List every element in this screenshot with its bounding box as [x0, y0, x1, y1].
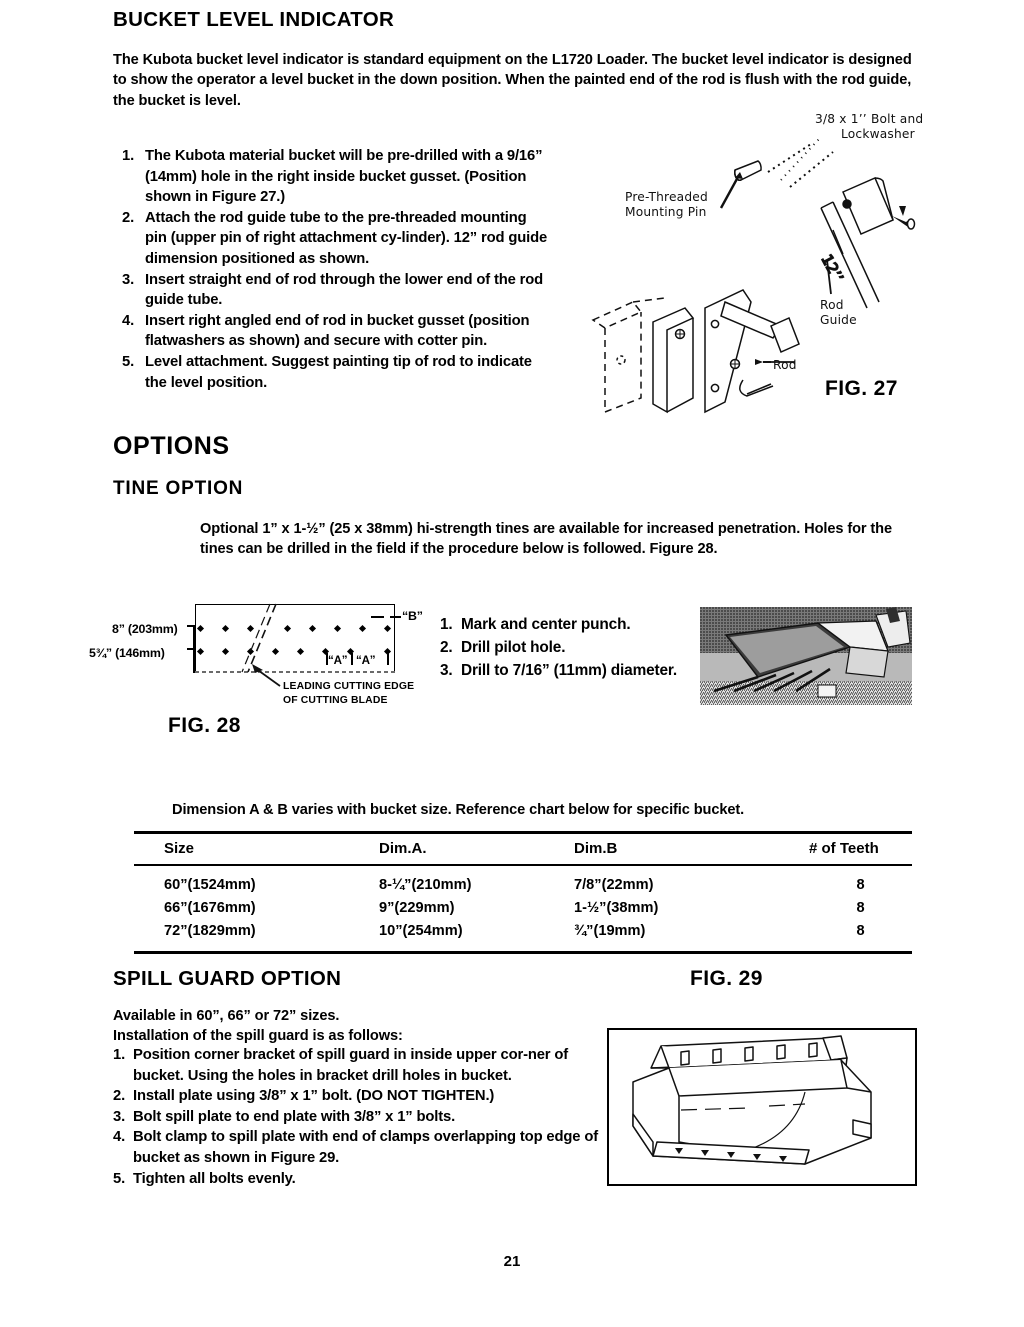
figure-27-drawing	[575, 112, 975, 422]
table-header	[134, 833, 912, 866]
list-item	[113, 1107, 603, 1128]
rod-guide-callout-line1: Rod	[820, 298, 844, 312]
tine-photo-art	[700, 607, 912, 705]
list-number: 4.	[113, 1129, 126, 1146]
figure-28	[80, 596, 460, 746]
list-text: Insert straight end of rod through the lower end of the rod guide tube.	[145, 271, 544, 309]
list-number: 5.	[122, 353, 135, 370]
page-title: BUCKET LEVEL INDICATOR	[113, 8, 395, 31]
page-number: 21	[503, 1253, 521, 1270]
list-item	[122, 208, 552, 270]
table-row	[134, 897, 912, 920]
marker-a-label-2: “A”	[356, 654, 376, 667]
list-text: Bolt clamp to spill plate with end of clamps overlapping top edge of bucket as shown in Figure 29.	[133, 1129, 598, 1166]
list-item	[113, 1086, 603, 1107]
rod-callout: Rod	[773, 358, 797, 372]
spill-guard-heading: SPILL GUARD OPTION	[113, 967, 342, 990]
list-number: 1.	[122, 148, 135, 164]
figure-29-label: FIG. 29	[690, 967, 763, 990]
column-header-size: Size	[164, 840, 195, 857]
list-number: 2.	[122, 209, 135, 226]
list-text: Drill pilot hole.	[461, 639, 566, 656]
svg-text:12’’: 12’’	[817, 251, 847, 286]
drill-procedure-steps	[440, 613, 720, 682]
figure-27	[575, 112, 975, 422]
list-item	[440, 613, 720, 636]
marker-b-label: “B”	[402, 609, 423, 623]
marker-a-label-1: “A”	[328, 654, 348, 667]
list-text: Drill to 7/16” (11mm) diameter.	[461, 662, 678, 679]
list-number: 2.	[440, 639, 453, 656]
list-item	[113, 1169, 603, 1190]
rod-guide-callout-line2: Guide	[820, 313, 857, 327]
table-row	[134, 865, 912, 897]
list-number: 1.	[440, 616, 453, 633]
spill-install-intro: Installation of the spill guard is as follows:	[113, 1028, 403, 1045]
table-row	[134, 920, 912, 953]
bolt-callout-line1: 3/8 x 1’’ Bolt and	[815, 112, 924, 126]
bucket-level-steps	[122, 146, 552, 393]
cell-dim-a: 8-¼”(210mm)	[379, 877, 472, 893]
list-number: 4.	[122, 312, 135, 329]
list-item	[122, 352, 552, 393]
table-header-row	[134, 833, 912, 866]
list-number: 2.	[113, 1088, 126, 1105]
tine-option-heading: TINE OPTION	[113, 478, 244, 499]
tine-intro-paragraph: Optional 1” x 1-½” (25 x 38mm) hi-strength tines are available for increased penetration. Holes for the tines can be drilled in the field if the procedure below is followed. Figure 28.	[200, 521, 893, 558]
cutting-edge-note	[283, 680, 414, 707]
cutting-edge-line2: OF CUTTING BLADE	[283, 694, 388, 706]
bucket-intro-paragraph: The Kubota bucket level indicator is standard equipment on the L1720 Loader. The bucket level indicator is designed to show the operator a level bucket in the down position. When the painted end of the rod is flush with the rod guide, the bucket is level.	[113, 52, 912, 109]
spill-guard-steps	[113, 1045, 603, 1189]
spill-available-text: Available in 60”, 66” or 72” sizes.	[113, 1008, 340, 1024]
cell-dim-b: ¾”(19mm)	[574, 923, 646, 939]
figure-28-drawing	[80, 596, 460, 746]
list-text: The Kubota material bucket will be pre-drilled with a 9/16” (14mm) hole in the right inside bucket gusset. (Position shown in Figure 27.)	[145, 148, 543, 206]
cell-teeth: 8	[856, 923, 865, 939]
list-item	[440, 659, 720, 682]
list-number: 3.	[122, 271, 135, 288]
figure-28-label: FIG. 28	[168, 714, 241, 737]
figure-29-drawing	[609, 1030, 915, 1184]
tine-bucket-photo	[700, 607, 912, 705]
list-number: 3.	[440, 662, 453, 679]
list-item	[113, 1127, 603, 1168]
spill-guard-availability	[113, 1006, 593, 1047]
cell-teeth: 8	[856, 877, 865, 893]
cell-size: 60”(1524mm)	[164, 877, 256, 893]
column-header-dim-a: Dim.A.	[379, 840, 427, 857]
cell-size: 66”(1676mm)	[164, 900, 256, 916]
cell-teeth: 8	[856, 900, 865, 916]
list-item	[440, 636, 720, 659]
list-item	[122, 311, 552, 352]
cell-dim-b: 1-½”(38mm)	[574, 900, 659, 916]
dimension-top-label: 8” (203mm)	[112, 622, 178, 636]
mounting-pin-callout-line2: Mounting Pin	[625, 205, 707, 219]
list-item	[113, 1045, 603, 1086]
list-text: Attach the rod guide tube to the pre-threaded mounting pin (upper pin of right attachment cy-linder). 12” rod guide dimension positioned as shown.	[145, 209, 548, 267]
cell-dim-a: 9”(229mm)	[379, 900, 455, 916]
list-text: Mark and center punch.	[461, 616, 631, 633]
mounting-pin-callout-line1: Pre-Threaded	[625, 190, 708, 204]
list-number: 5.	[113, 1170, 126, 1187]
list-text: Position corner bracket of spill guard in inside upper cor-ner of bucket. Using the holes in bracket drill holes in bucket.	[133, 1047, 569, 1084]
column-header-dim-b: Dim.B	[574, 840, 618, 857]
figure-29-frame	[607, 1028, 917, 1186]
list-text: Level attachment. Suggest painting tip of rod to indicate the level position.	[145, 353, 532, 391]
list-text: Bolt spill plate to end plate with 3/8” x 1” bolts.	[133, 1108, 456, 1125]
list-text: Insert right angled end of rod in bucket gusset (position flatwashers as shown) and secure with cotter pin.	[145, 312, 530, 350]
list-text: Install plate using 3/8” x 1” bolt. (DO NOT TIGHTEN.)	[133, 1088, 495, 1105]
dimension-table-caption: Dimension A & B varies with bucket size. Reference chart below for specific bucket.	[172, 802, 745, 818]
column-header-teeth: # of Teeth	[809, 840, 879, 857]
table-body	[134, 865, 912, 953]
list-item	[122, 146, 552, 208]
bolt-callout-line2: Lockwasher	[841, 127, 915, 141]
list-number: 1.	[113, 1047, 126, 1063]
figure-27-label: FIG. 27	[825, 377, 898, 400]
dimension-bottom-label: 5¾” (146mm)	[89, 646, 165, 660]
options-heading: OPTIONS	[113, 432, 230, 460]
cell-dim-a: 10”(254mm)	[379, 923, 463, 939]
cell-size: 72”(1829mm)	[164, 923, 256, 939]
list-text: Tighten all bolts evenly.	[133, 1170, 296, 1187]
list-number: 3.	[113, 1108, 126, 1125]
list-item	[122, 270, 552, 311]
cell-dim-b: 7/8”(22mm)	[574, 877, 654, 893]
cutting-edge-line1: LEADING CUTTING EDGE	[283, 681, 415, 692]
dimension-table	[134, 831, 912, 954]
